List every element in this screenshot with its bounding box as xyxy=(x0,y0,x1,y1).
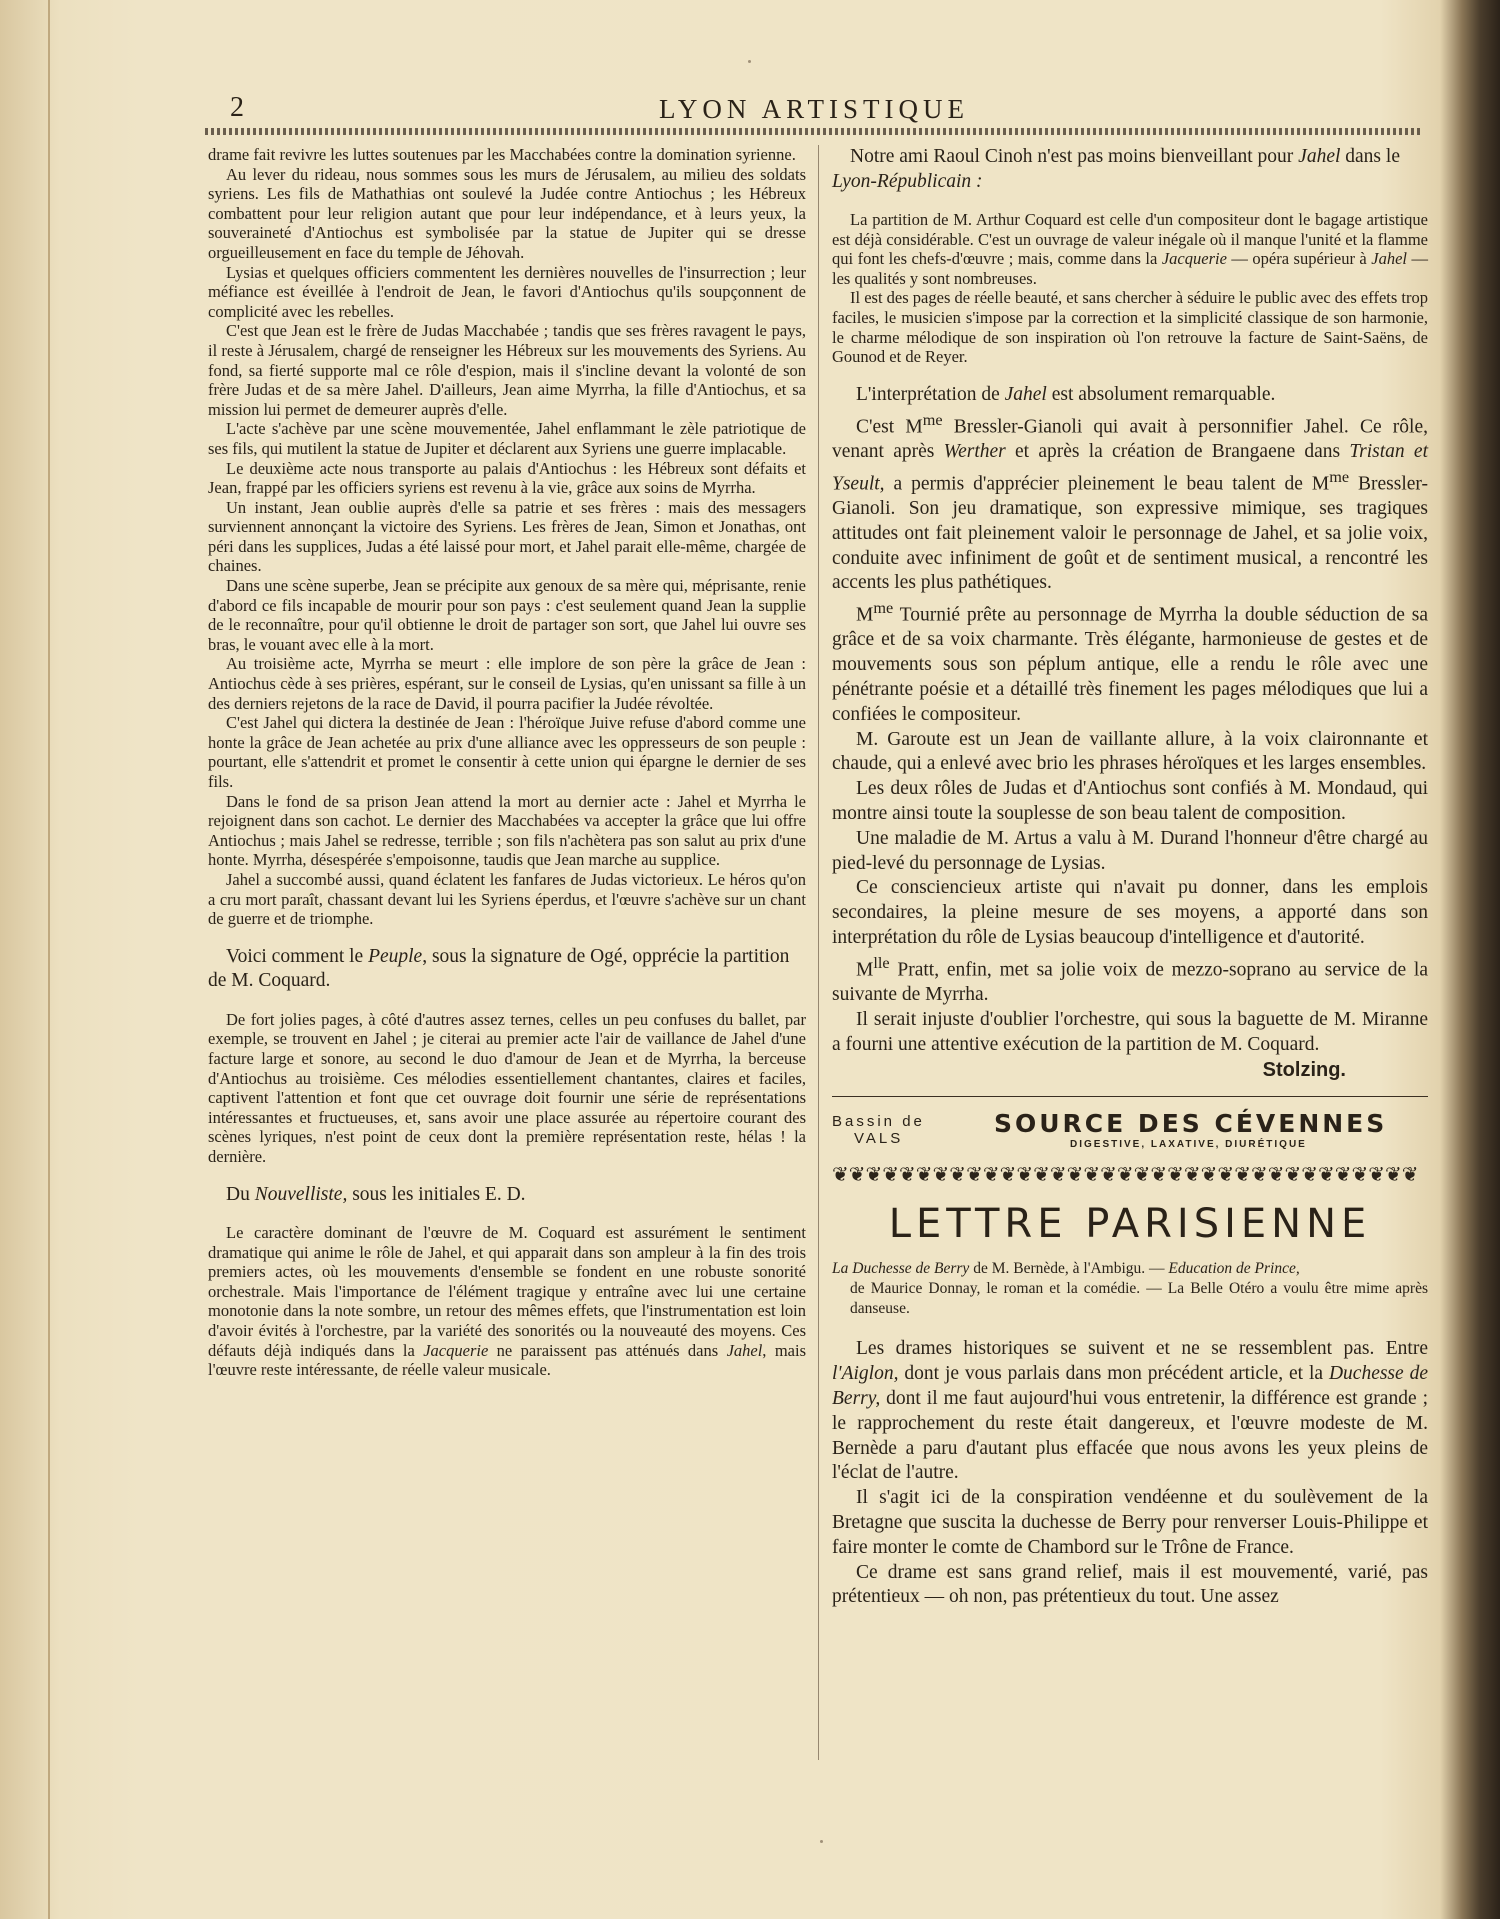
quote-intro-nouvelliste: Du Nouvelliste, sous les initiales E. D. xyxy=(226,1183,526,1205)
page-header xyxy=(205,92,1423,128)
paragraph: Ce consciencieux artiste qui n'avait pu donner, dans les emplois secondaires, la pleine mesure de ses moyens, a apporté dans son interprétation du rôle de Lysias beaucoup d'intelligence et d'autorité. xyxy=(832,877,1428,948)
paragraph: Un instant, Jean oublie auprès d'elle sa patrie et ses frères : mais des messagers surviennent annonçant la victoire des Syriens. Les frères de Jean, Simon et Jonathas, ont péri dans les supplices, Judas a été laissé pour mort, et Jahel parait elle-même, chargée de chaines. xyxy=(208,497,806,576)
ad-bassin: Bassin de VALS xyxy=(832,1113,925,1148)
section-title: LETTRE PARISIENNE xyxy=(888,1201,1372,1248)
paragraph: Une maladie de M. Artus a valu à M. Durand l'honneur d'être chargé au pied-levé du personnage de Lysias. xyxy=(832,827,1428,874)
left-column xyxy=(208,145,806,1380)
paragraph: Ce drame est sans grand relief, mais il est mouvementé, varié, pas prétentieux — oh non, pas prétentieux du tout. Une assez xyxy=(832,1561,1428,1608)
quote-nouvelliste: Le caractère dominant de l'œuvre de M. Coquard est assurément le sentiment dramatique qui anime le rôle de Jahel, et qui apparait dans son ampleur à la fin des trois premiers actes, où les mouvements d'ensemble se fondent en une robuste sonorité orchestrale. Mais l'importance de l'élément tragique y entraîne avec lui une certaine monotonie dans la note sombre, un retour des mêmes effets, que l'instrumentation est loin d'avoir évités à l'orchestre, par la variété des sonorités ou la nouveauté des moyens. Ces défauts déjà indiqués dans la Jacquerie ne paraissent pas atténués dans Jahel, mais l'œuvre reste intéressante, de réelle valeur musicale. xyxy=(208,1223,806,1380)
paragraph: $M^{me}$ Tournié prête au personnage de Myrrha la double séduction de sa grâce et de sa voix charmante. Très élégante, harmonieuse de gestes et de mouvements sous son péplum antique, elle a rendu le rôle avec une pénétrante poésie et a détaillé très finement les pages mélodiques que lui a confiées le compositeur. xyxy=(832,599,1428,725)
paragraph: L'interprétation de Jahel est absolument remarquable. xyxy=(856,383,1276,405)
paragraph: C'est Jahel qui dictera la destinée de Jean : l'héroïque Juive refuse d'abord comme une honte la grâce de Jean achetée au prix d'une alliance avec les oppresseurs de son peuple : pourtant, elle s'attendrit et promet le consentir à cette union qui épargne le dernier de ses fils. xyxy=(208,713,806,791)
paragraph: Le deuxième acte nous transporte au palais d'Antiochus : les Hébreux sont défaits et Jean, frappé par les officiers syriens est revenu à la vie, grâce aux soins de Myrrha. xyxy=(208,458,806,498)
signature: Stolzing. xyxy=(1262,1059,1346,1082)
paragraph: Au lever du rideau, nous sommes sous les murs de Jérusalem, au milieu des soldats syriens. Les fils de Mathathias ont soulevé la Judée contre Antiochus ; les Hébreux combattent pour leur religion autant que pour leur indépendance, et à leurs yeux, la souveraineté d'Antiochus est symbolisée par la statue de Jupiter qui se dresse orgueilleusement en face du temple de Jéhovah. xyxy=(208,164,806,262)
quote-peuple: De fort jolies pages, à côté d'autres assez ternes, celles un peu confuses du ballet, par exemple, se trouvent en Jahel ; je citerai au premier acte l'air de vaillance de Jahel d'une facture large et sonore, au second le duo d'amour de Jean et de Myrrha, la berceuse d'Antiochus au troisième. Ces mélodies essentiellement chantantes, claires et faciles, captivent l'attention et font que cet ouvrage doit fournir une série de représentations intéressantes et fructueuses, et, sans avoir une place assurée au répertoire courant des scènes lyriques, n'est point de ceux dont la première représentation reste, hélas ! la dernière. xyxy=(208,1009,806,1166)
column-divider xyxy=(818,145,819,1760)
paragraph: Au troisième acte, Myrrha se meurt : elle implore de son père la grâce de Jean : Antiochus cède à ses prières, espérant, sur le conseil de Lysias, qu'en unissant sa fille à un des derniers rejetons de la race de David, il pourra pacifier la Judée révoltée. xyxy=(208,654,806,713)
paragraph: drame fait revivre les luttes soutenues par les Macchabées contre la domination syrienne. xyxy=(208,145,796,164)
paragraph: M. Garoute est un Jean de vaillante allure, à la voix claironnante et chaude, qui a enlevé avec brio les phrases héroïques et les larges ensembles. xyxy=(832,728,1428,775)
paragraph: Jahel a succombé aussi, quand éclatent les fanfares de Judas victorieux. Le héros qu'on a cru mort paraît, chassant devant lui les Syriens éperdus, et l'œuvre s'achève sur un chant de guerre et de triomphe. xyxy=(208,869,806,929)
quote-intro-peuple: Voici comment le Peuple, sous la signature de Ogé, opprécie la partition de M. Coquard. xyxy=(208,945,790,992)
paragraph: Dans le fond de sa prison Jean attend la mort au dernier acte : Jahel et Myrrha le rejoignent dans son cachot. Le dernier des Macchabées va accepter la grâce que lui offre Antiochus ; mais Jahel se redresse, terrible ; son fils n'achètera pas son salut au prix d'une honte. Myrrha, désespérée s'empoisonne, taudis que Jean marche au supplice. xyxy=(208,791,806,870)
paragraph: $M^{lle}$ Pratt, enfin, met sa jolie voix de mezzo-soprano au service de la suivante de Myrrha. xyxy=(832,953,1428,1006)
paper-speck xyxy=(820,1840,823,1843)
header-rule xyxy=(205,128,1423,135)
right-column xyxy=(832,145,1428,1610)
quote-intro-lyon-republicain: Notre ami Raoul Cinoh n'est pas moins bienveillant pour Jahel dans le Lyon-Républicain : xyxy=(832,146,1400,192)
paragraph: Il serait injuste d'oublier l'orchestre, qui sous la baguette de M. Miranne a fourni une attentive exécution de la partition de M. Coquard. xyxy=(832,1008,1428,1055)
page-edge-left xyxy=(48,0,50,1919)
paragraph: Il s'agit ici de la conspiration vendéenne et du soulèvement de la Bretagne que suscita la duchesse de Berry pour renverser Louis-Philippe et faire monter le comte de Chambord sur le Trône de France. xyxy=(832,1487,1428,1558)
paragraph: Dans une scène superbe, Jean se précipite aux genoux de sa mère qui, méprisante, renie d'abord ce fils incapable de mourir pour son pays : c'est seulement quand Jean la supplie de le reconnaître, pour qu'il obtienne le droit de partager son sort, que Jahel lui ouvre ses bras, le vouant avec elle à la mort. xyxy=(208,576,806,654)
paragraph: Il est des pages de réelle beauté, et sans chercher à séduire le public avec des effets trop faciles, le musicien s'impose par la correction et la simplicité classique de son harmonie, le charme mélodique de son inspiration où l'on retrouve la facture de Saint-Saëns, de Gounod et de Reyer. xyxy=(832,288,1428,367)
ornament-border-icon: ❦❦❦❦❦❦❦❦❦❦❦❦❦❦❦❦❦❦❦❦❦❦❦❦❦❦❦❦❦❦❦❦❦❦❦ xyxy=(832,1164,1419,1187)
page-number: 2 xyxy=(230,92,245,123)
paragraph: Les drames historiques se suivent et ne se ressemblent pas. Entre l'Aiglon, dont je vous parlais dans mon précédent article, et la Duchesse de Berry, dont il me faut aujourd'hui vous entretenir, la différence est grande ; le rapprochement du reste était dangereux, et l'œuvre modeste de M. Bernède a paru d'autant plus effacée que nous avons les yeux pleins de l'éclat de l'autre. xyxy=(832,1338,1428,1484)
section-rule xyxy=(832,1096,1428,1097)
paragraph: C'est que Jean est le frère de Judas Macchabée ; tandis que ses frères ravagent le pays, il reste à Jérusalem, chargé de renseigner les Hébreux sur les mouvements des Syriens. Au fond, sa fierté supporte mal ce rôle d'espion, mais il s'incline devant la volonté de son frère Judas et de sa mère Jahel. D'ailleurs, Jean aime Myrrha, la fille d'Antiochus, et sa mission lui permet de demeurer auprès d'elle. xyxy=(208,321,806,419)
paper-speck xyxy=(748,60,751,63)
ad-source-title: SOURCE DES CÉVENNES xyxy=(994,1109,1388,1139)
advertisement xyxy=(832,1109,1428,1155)
paragraph: L'acte s'achève par une scène mouvementée, Jahel enflammant le zèle patriotique de ses fils, qui mutilent la statue de Jupiter et déclarent aux Syriens une guerre implacable. xyxy=(208,419,806,458)
section-summary: La Duchesse de Berry de M. Bernède, à l'Ambigu. — Education de Prince, de Maurice Donnay, le roman et la comédie. — La Belle Otéro a voulu être mime après danseuse. xyxy=(832,1260,1428,1318)
paragraph: Les deux rôles de Judas et d'Antiochus sont confiés à M. Mondaud, qui montre ainsi toute la souplesse de son beau talent de composition. xyxy=(832,778,1428,824)
ad-properties: DIGESTIVE, LAXATIVE, DIURÉTIQUE xyxy=(1070,1139,1307,1151)
quote-lyon-republicain: La partition de M. Arthur Coquard est celle d'un compositeur dont le bagage artistique est déjà considérable. C'est un ouvrage de valeur inégale où il manque l'unité et la flamme qui font les chefs-d'œuvre ; mais, comme dans la Jacquerie — opéra supérieur à Jahel — les qualités y sont nombreuses. xyxy=(832,210,1428,288)
paragraph: Lysias et quelques officiers commentent les dernières nouvelles de l'insurrection ; leur méfiance est éveillée à l'endroit de Jean, le favori d'Antiochus qu'ils soupçonnent de complicité avec les rebelles. xyxy=(208,262,806,321)
masthead-title: LYON ARTISTIQUE xyxy=(659,94,969,124)
paragraph: C'est $M^{me}$ Bressler-Gianoli qui avait à personnifier Jahel. Ce rôle, venant après Werther et après la création de Brangaene dans Tristan et Yseult, a permis d'apprécier pleinement le beau talent de $M^{me}$ Bressler-Gianoli. Son jeu dramatique, son expressive mimique, ses tragiques attitudes ont fait pleinement valoir le personnage de Jahel, et sa jolie voix, conduite avec infiniment de goût et de sentiment musical, a rencontré les accents les plus pathétiques. xyxy=(832,410,1428,594)
